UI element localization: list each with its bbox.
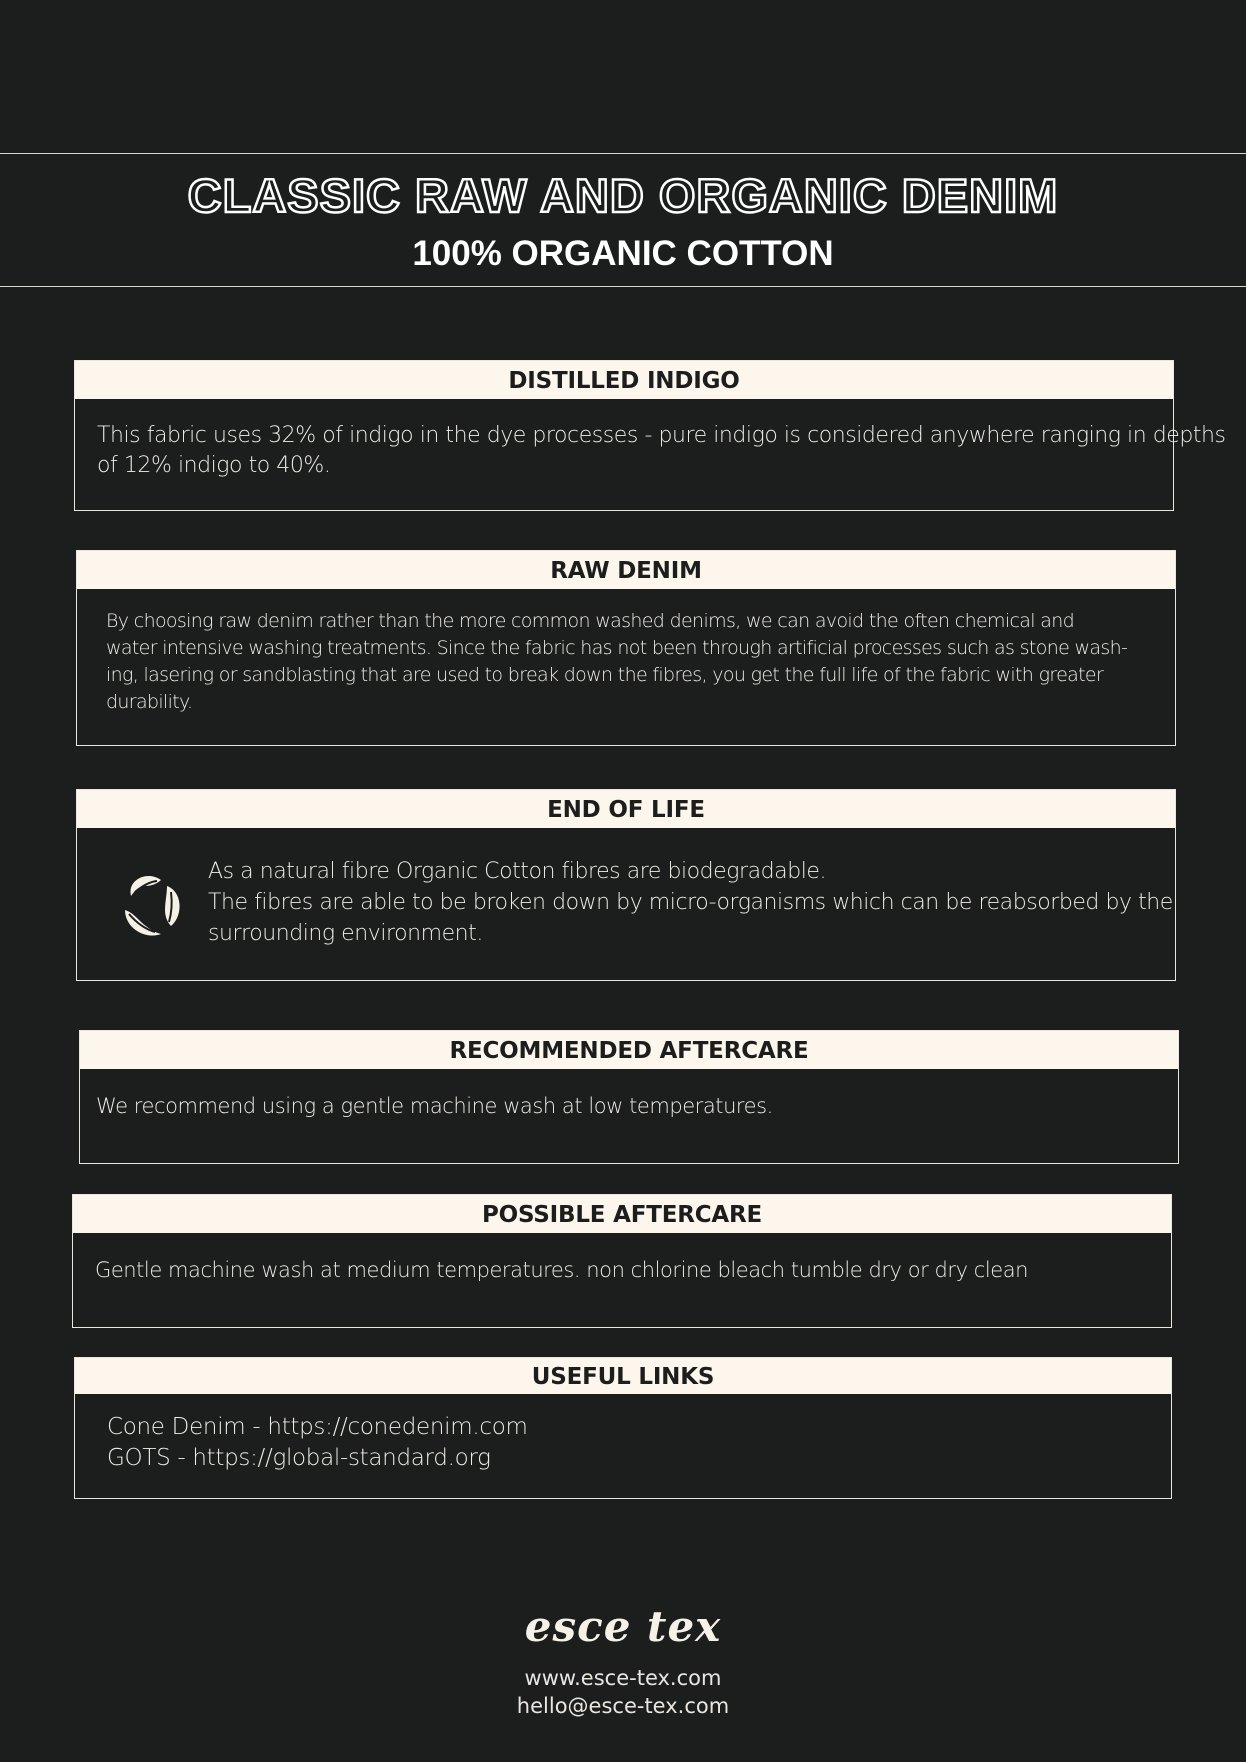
- section-text: [106, 608, 1127, 716]
- text-line: By choosing raw denim rather than the more common washed denims, we can avoid the often chemical and: [106, 610, 1075, 632]
- text-line: surrounding environment.: [208, 921, 483, 946]
- title-band: [0, 153, 1246, 287]
- section-possible-aftercare: [72, 1194, 1172, 1328]
- text-line: As a natural fibre Organic Cotton fibres are biodegradable.: [208, 859, 827, 884]
- section-heading: RAW DENIM: [77, 551, 1175, 590]
- section-useful-links: [74, 1357, 1172, 1499]
- section-raw-denim: [76, 550, 1176, 746]
- text-line: water intensive washing treatments. Since the fabric has not been through artificial processes such as stone wash-: [106, 637, 1128, 659]
- section-text: [97, 421, 1226, 481]
- section-text: [96, 1091, 773, 1121]
- gots-link[interactable]: GOTS - https://global-standard.org: [107, 1445, 491, 1471]
- section-heading: END OF LIFE: [77, 790, 1175, 829]
- page-title: CLASSIC RAW AND ORGANIC DENIM: [187, 169, 1059, 222]
- section-heading: POSSIBLE AFTERCARE: [73, 1195, 1171, 1234]
- brand-logo: esce tex: [524, 1602, 722, 1651]
- text-line: durability.: [106, 691, 193, 713]
- website-link[interactable]: www.esce-tex.com: [524, 1666, 722, 1690]
- section-end-of-life: [76, 789, 1176, 981]
- text-line: We recommend using a gentle machine wash at low temperatures.: [96, 1094, 773, 1118]
- section-text: [208, 856, 1173, 949]
- section-heading: USEFUL LINKS: [75, 1358, 1171, 1395]
- email-link[interactable]: hello@esce-tex.com: [516, 1694, 730, 1718]
- text-line: Gentle machine wash at medium temperatures. non chlorine bleach tumble dry or dry clean: [95, 1258, 1029, 1282]
- section-recommended-aftercare: [79, 1030, 1179, 1164]
- section-distilled-indigo: [74, 360, 1226, 511]
- cone-denim-link[interactable]: Cone Denim - https://conedenim.com: [107, 1414, 528, 1440]
- text-line: ing, lasering or sandblasting that are used to break down the fibres, you get the full life of the fabric with greater: [106, 664, 1104, 686]
- section-text: [107, 1412, 528, 1474]
- section-text: [95, 1255, 1028, 1285]
- section-heading: DISTILLED INDIGO: [75, 361, 1173, 400]
- text-line: This fabric uses 32% of indigo in the dye processes - pure indigo is considered anywhere ranging in depths: [97, 423, 1226, 448]
- text-line: of 12% indigo to 40%.: [97, 453, 331, 478]
- page-subtitle: 100% ORGANIC COTTON: [412, 234, 834, 273]
- recycle-leaves-icon: [117, 872, 185, 940]
- text-line: The fibres are able to be broken down by micro-organisms which can be reabsorbed by the: [208, 890, 1173, 915]
- section-heading: RECOMMENDED AFTERCARE: [80, 1031, 1178, 1070]
